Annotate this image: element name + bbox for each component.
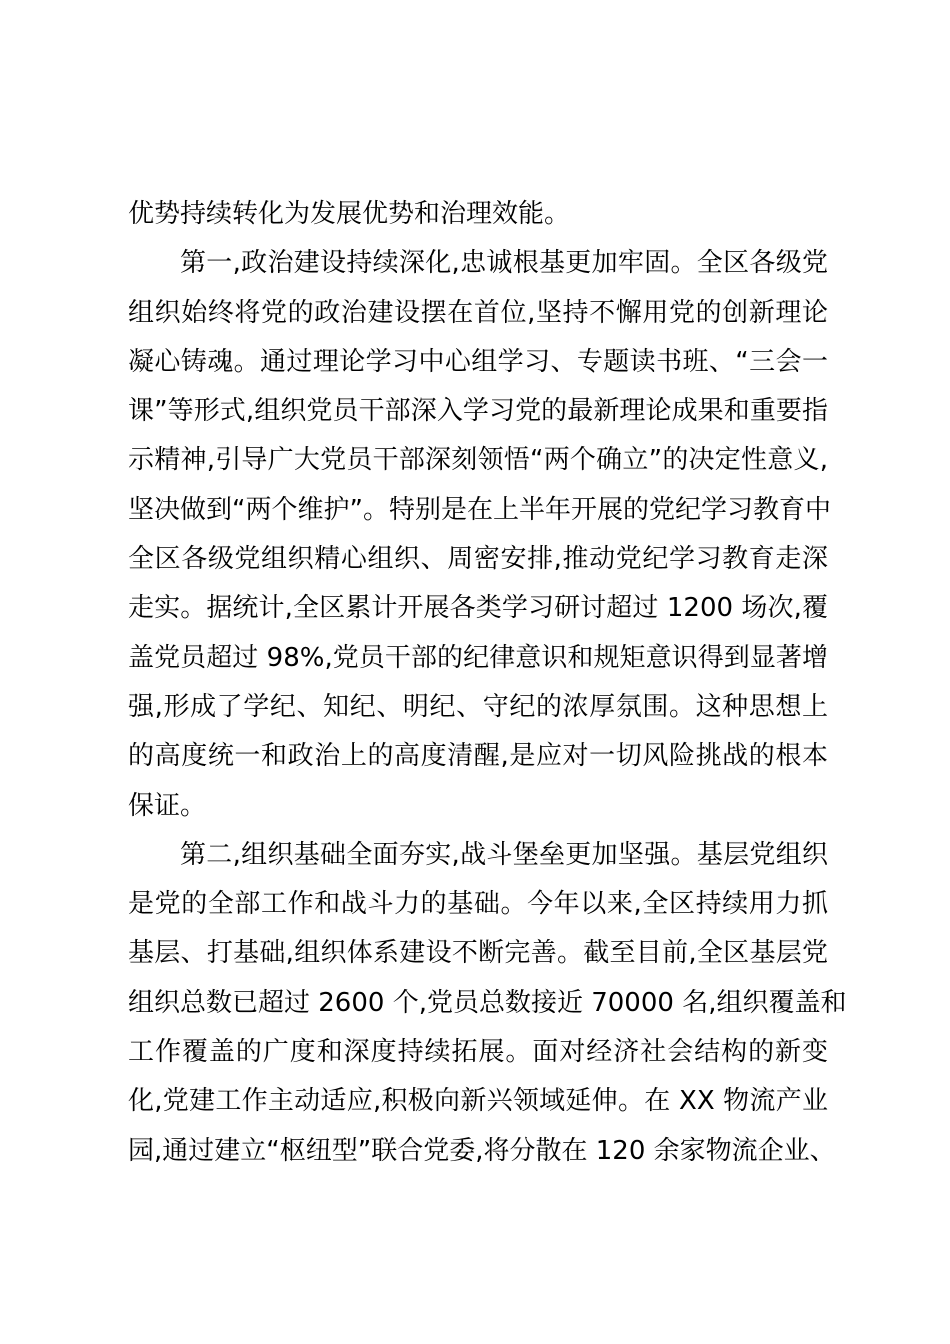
text-line: 保证。 bbox=[128, 790, 207, 821]
text-line: 示精神,引导广大党员干部深刻领悟“两个确立”的决定性意义, bbox=[128, 445, 828, 476]
text-line: 走实。据统计,全区累计开展各类学习研讨超过 1200 场次,覆 bbox=[128, 593, 828, 624]
text-line: 组织总数已超过 2600 个,党员总数接近 70000 名,组织覆盖和 bbox=[128, 987, 847, 1018]
body-text bbox=[128, 190, 847, 1176]
text-line: 的高度统一和政治上的高度清醒,是应对一切风险挑战的根本 bbox=[128, 741, 828, 772]
text-line: 盖党员超过 98%,党员干部的纪律意识和规矩意识得到显著增 bbox=[128, 642, 828, 673]
text-line: 全区各级党组织精心组织、周密安排,推动党纪学习教育走深 bbox=[128, 544, 828, 575]
text-line: 第二,组织基础全面夯实,战斗堡垒更加坚强。基层党组织 bbox=[180, 839, 828, 870]
text-line: 组织始终将党的政治建设摆在首位,坚持不懈用党的创新理论 bbox=[128, 297, 828, 328]
text-line: 强,形成了学纪、知纪、明纪、守纪的浓厚氛围。这种思想上 bbox=[128, 691, 828, 722]
text-line: 优势持续转化为发展优势和治理效能。 bbox=[128, 199, 571, 229]
text-line: 第一,政治建设持续深化,忠诚根基更加牢固。全区各级党 bbox=[180, 248, 828, 279]
text-line: 化,党建工作主动适应,积极向新兴领域延伸。在 XX 物流产业 bbox=[128, 1086, 828, 1117]
text-line: 是党的全部工作和战斗力的基础。今年以来,全区持续用力抓 bbox=[128, 889, 828, 920]
text-line: 工作覆盖的广度和深度持续拓展。面对经济社会结构的新变 bbox=[128, 1037, 828, 1068]
text-line: 课”等形式,组织党员干部深入学习党的最新理论成果和重要指 bbox=[128, 396, 828, 427]
text-line: 坚决做到“两个维护”。特别是在上半年开展的党纪学习教育中 bbox=[128, 494, 831, 525]
text-line: 凝心铸魂。通过理论学习中心组学习、专题读书班、“三会一 bbox=[128, 346, 828, 377]
text-line: 园,通过建立“枢纽型”联合党委,将分散在 120 余家物流企业、 bbox=[128, 1135, 836, 1166]
text-line: 基层、打基础,组织体系建设不断完善。截至目前,全区基层党 bbox=[128, 938, 828, 969]
